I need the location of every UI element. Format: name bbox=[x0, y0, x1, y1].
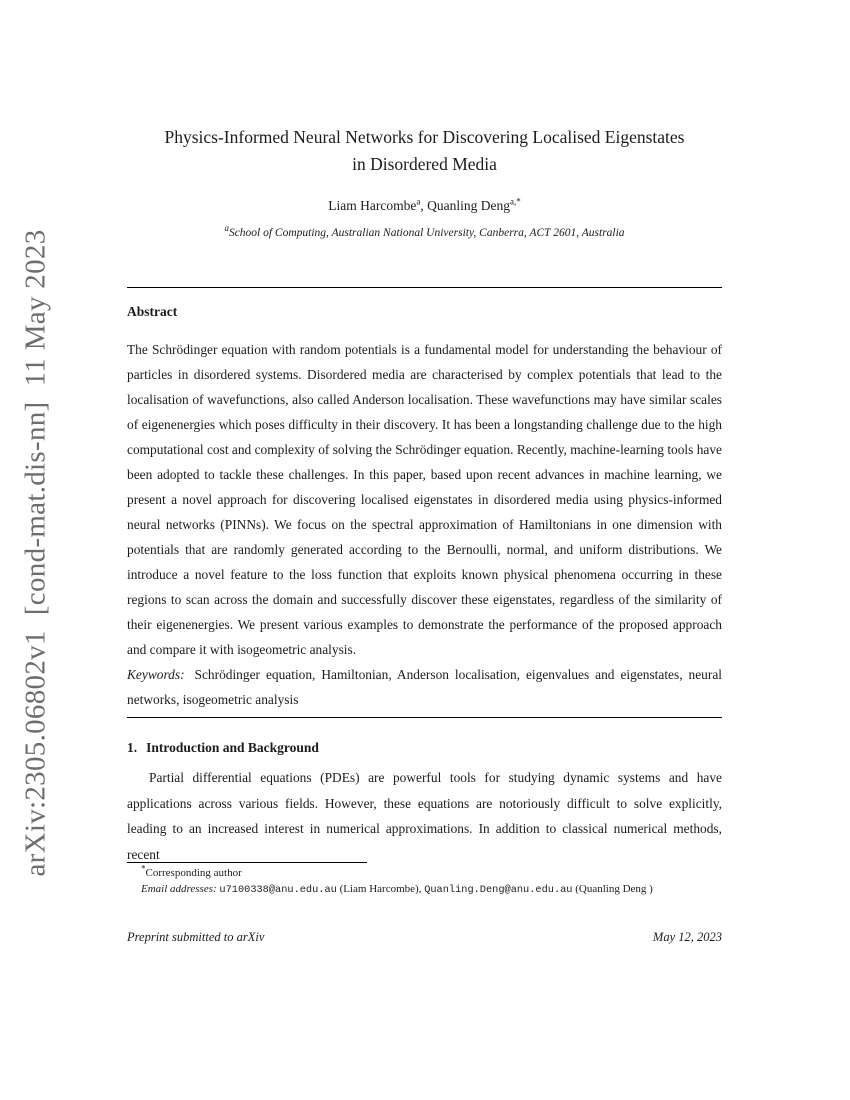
email-address-1: u7100338@anu.edu.au bbox=[219, 883, 337, 896]
corresponding-author-text: Corresponding author bbox=[145, 867, 242, 879]
section-1-title: Introduction and Background bbox=[146, 740, 319, 755]
email-2-owner: (Quanling Deng ) bbox=[572, 882, 653, 895]
affiliation-superscript: a bbox=[224, 223, 229, 234]
email-addresses-line bbox=[127, 882, 722, 899]
affiliation-text: School of Computing, Australian National University, Canberra, ACT 2601, Australia bbox=[228, 227, 625, 239]
keywords-text: Schrödinger equation, Hamiltonian, Anderson localisation, eigenvalues and eigenstates, neural networks, isogeometric analysis bbox=[127, 667, 722, 707]
submission-date: May 12, 2023 bbox=[652, 930, 722, 944]
authors-separator: , bbox=[420, 198, 428, 213]
author-2-affiliation-superscript: a,* bbox=[509, 196, 521, 207]
abstract-top-rule bbox=[127, 287, 722, 288]
abstract-paragraph: The Schrödinger equation with random potentials is a fundamental model for understanding the behaviour of particles in disordered systems. Disordered media are characterised by complex potentials that lead to the localisation of wavefunctions, also called Anderson localisation. These wavefunctions may have similar scales of eigenenergies which poses difficulty in their discovery. It has been a longstanding challenge due to the high computational cost and complexity of solving the Schrödinger equation. Recently, machine-learning tools have been adopted to tackle these challenges. In this paper, based upon recent advances in machine learning, we present a novel approach for discovering localised eigenstates in disordered media using physics-informed neural networks (PINNs). We focus on the spectral approximation of Hamiltonians in one dimension with potentials that are randomly generated according to the Bernoulli, normal, and uniform distributions. We introduce a novel feature to the loss function that exploits known physical phenomena occurring in these regions to scan across the domain and successfully discover these eigenstates, regardless of the similarity of their eigenenergies. We present various examples to demonstrate the performance of the proposed approach and compare it with isogeometric analysis. bbox=[127, 342, 722, 657]
abstract-heading: Abstract bbox=[127, 304, 178, 319]
footnote-block bbox=[127, 863, 722, 898]
email-address-2: Quanling.Deng@anu.edu.au bbox=[424, 883, 573, 896]
email-1-owner: (Liam Harcombe), bbox=[336, 882, 425, 895]
paper-content-column bbox=[127, 0, 722, 1100]
affiliation-line bbox=[127, 223, 722, 239]
paper-title-line-2: in Disordered Media bbox=[352, 154, 497, 174]
author-name-2: Quanling Deng bbox=[427, 198, 510, 213]
paper-title-line-1: Physics-Informed Neural Networks for Discovering Localised Eigenstates bbox=[164, 127, 685, 147]
paper-title bbox=[127, 124, 722, 178]
page-footer bbox=[127, 930, 722, 945]
keywords-label: Keywords: bbox=[127, 667, 185, 682]
section-1-number: 1. bbox=[127, 740, 138, 755]
arxiv-watermark: arXiv:2305.06802v1 [cond-mat.dis-nn] 11 May 2023 bbox=[19, 229, 52, 877]
email-addresses-label: Email addresses: bbox=[141, 882, 220, 895]
introduction-paragraph: Partial differential equations (PDEs) are powerful tools for studying dynamic systems and have applications across various fields. However, these equations are notoriously difficult to solve explicitly, leading to an increased interest in numerical approximations. In addition to classical numerical methods, recent bbox=[127, 770, 722, 862]
preprint-notice: Preprint submitted to arXiv bbox=[127, 930, 265, 944]
author-name-1: Liam Harcombe bbox=[328, 198, 417, 213]
footnote-rule bbox=[127, 862, 367, 863]
section-1-heading bbox=[127, 740, 319, 756]
author-1-affiliation-superscript: a bbox=[416, 196, 421, 207]
authors-line bbox=[127, 198, 722, 214]
keywords-line bbox=[127, 662, 722, 712]
abstract-bottom-rule bbox=[127, 717, 722, 718]
footnote-marker: * bbox=[141, 863, 146, 874]
corresponding-author-note bbox=[127, 863, 722, 882]
